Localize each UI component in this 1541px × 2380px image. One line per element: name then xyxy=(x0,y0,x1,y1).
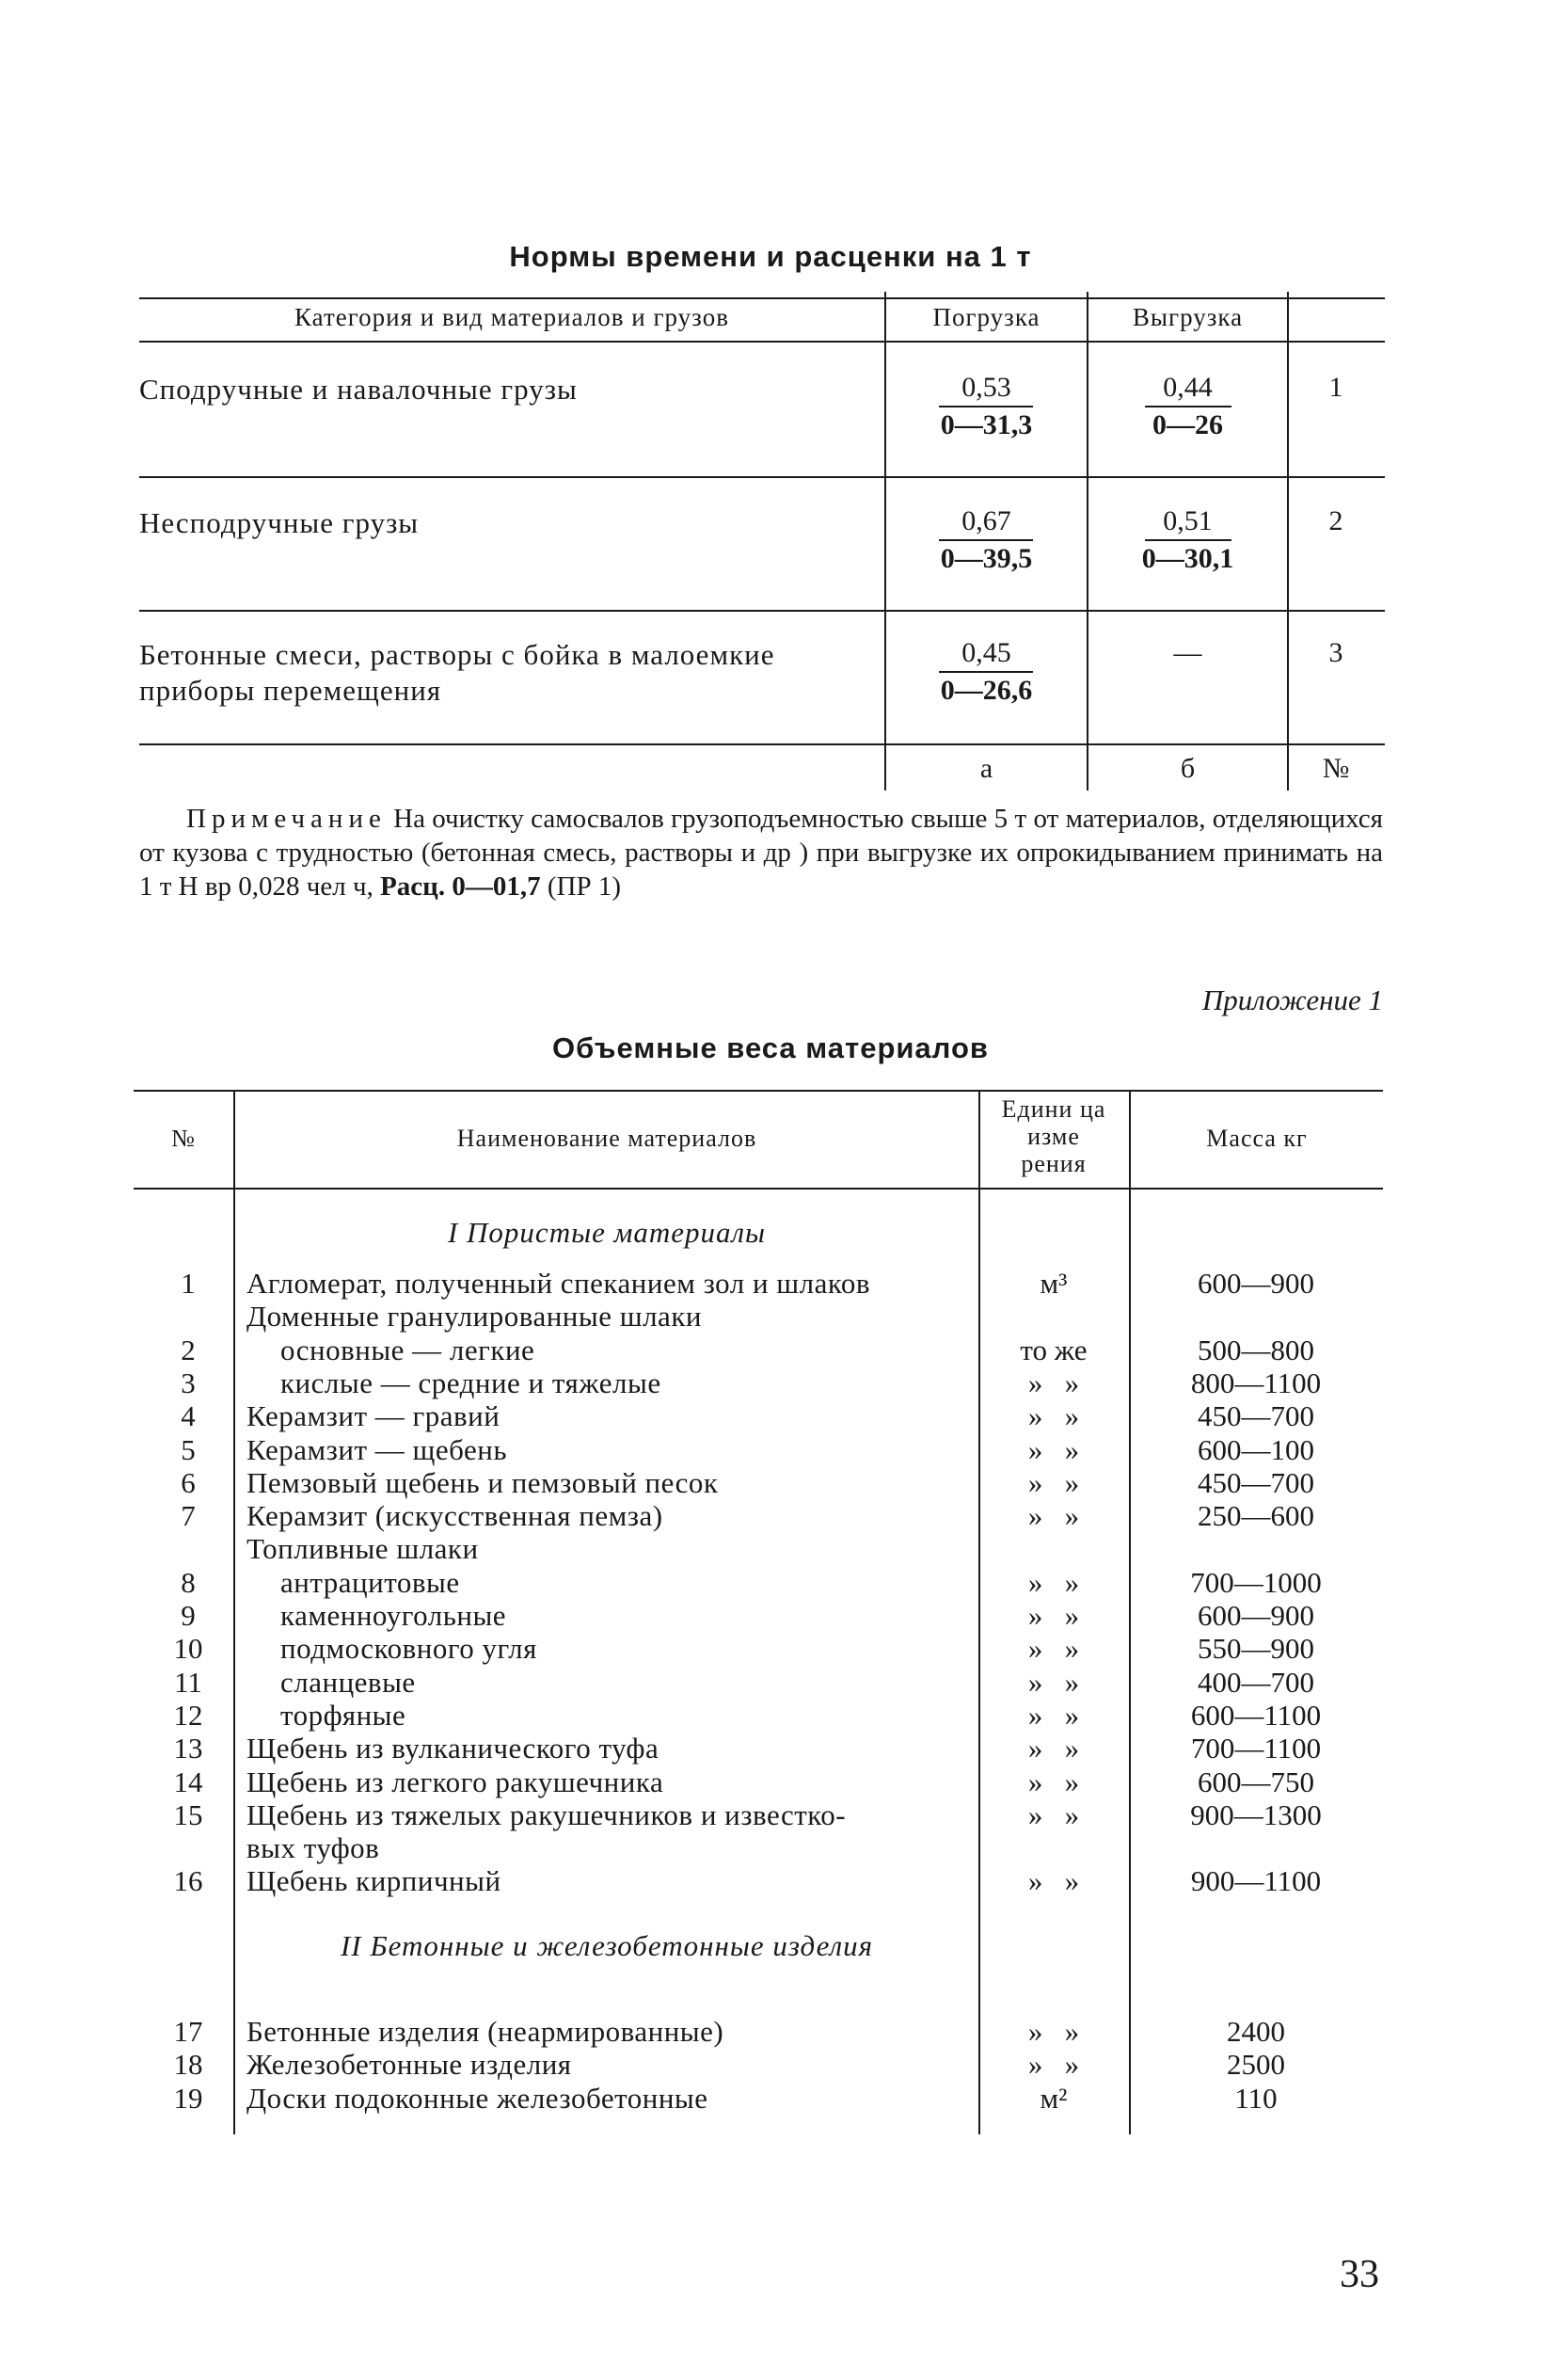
appendix-label: Приложение 1 xyxy=(1201,983,1383,1016)
material-name: Керамзит (искусственная пемза) xyxy=(246,1499,663,1533)
load-fraction: 0,53 0—31,3 xyxy=(940,372,1033,440)
unit: » » xyxy=(1027,1732,1080,1765)
mass: 600—1100 xyxy=(1190,1698,1322,1732)
row-number: 16 xyxy=(173,1864,203,1898)
header-unit: Едини ца изме рения xyxy=(1001,1095,1106,1177)
unit: то же xyxy=(1020,1333,1088,1366)
material-name: Железобетонные изделия xyxy=(246,2048,572,2082)
row-number: 1 xyxy=(181,1267,196,1300)
row-label: Несподручные грузы xyxy=(139,506,420,539)
row-number: 11 xyxy=(174,1665,202,1699)
header-no: № xyxy=(171,1125,196,1152)
row-number: 12 xyxy=(173,1698,203,1732)
material-name: Щебень кирпичный xyxy=(246,1864,501,1898)
unit: » » xyxy=(1027,1599,1080,1632)
header-name: Наименование материалов xyxy=(456,1125,757,1152)
unload-fraction: 0,44 0—26 xyxy=(1088,369,1287,444)
unit: » » xyxy=(1027,1499,1080,1533)
row-number: 15 xyxy=(173,1797,203,1831)
material-name: Щебень из тяжелых ракушечников и известко- xyxy=(246,1797,847,1831)
mass: 450—700 xyxy=(1198,1465,1314,1499)
row-number: 17 xyxy=(173,2015,203,2048)
material-name: Агломерат, полученный спеканием зол и шлаков xyxy=(246,1267,871,1300)
material-name: Пемзовый щебень и пемзовый песок xyxy=(246,1465,719,1499)
row-number: 8 xyxy=(181,1565,196,1599)
row-label: Бетонные смеси, растворы с бойка в малоемкие приборы перемещения xyxy=(139,638,775,707)
unit: м³ xyxy=(1040,1267,1068,1300)
unit: м² xyxy=(1040,2081,1068,2115)
mass: 600—900 xyxy=(1198,1267,1314,1300)
row-number: 19 xyxy=(173,2081,203,2115)
unit: » » xyxy=(1027,1632,1080,1666)
section-title: I Пористые материалы xyxy=(447,1216,767,1249)
unit: » » xyxy=(1027,1665,1080,1699)
material-name: сланцевые xyxy=(280,1665,416,1699)
row-number: 9 xyxy=(181,1599,196,1632)
material-name: Керамзит — гравий xyxy=(246,1399,500,1433)
unit: » » xyxy=(1027,1366,1080,1399)
material-name: Бетонные изделия (неармированные) xyxy=(246,2015,724,2048)
row-number: 10 xyxy=(173,1632,203,1666)
mass: 550—900 xyxy=(1198,1632,1314,1666)
mass: 400—700 xyxy=(1198,1665,1314,1699)
unit: » » xyxy=(1027,1797,1080,1831)
mass: 700—1000 xyxy=(1190,1565,1322,1599)
material-name: основные — легкие xyxy=(280,1333,535,1366)
footer-b: б xyxy=(1180,753,1196,784)
mass: 450—700 xyxy=(1198,1399,1314,1433)
note-word: Примечание xyxy=(186,804,387,834)
unit: » » xyxy=(1027,1432,1080,1466)
note-rate: Расц. 0—01,7 xyxy=(380,871,541,902)
table1-title: Нормы времени и расценки на 1 т xyxy=(509,240,1032,273)
mass: 250—600 xyxy=(1198,1499,1314,1533)
material-name: каменноугольные xyxy=(280,1599,507,1632)
mass: 600—100 xyxy=(1198,1432,1314,1466)
unload-fraction: 0,51 0—30,1 xyxy=(1141,505,1234,574)
header-mass: Масса кг xyxy=(1206,1125,1308,1152)
mass: 800—1100 xyxy=(1190,1366,1322,1399)
material-name: Топливные шлаки xyxy=(246,1532,479,1566)
row-number: 18 xyxy=(173,2048,203,2082)
load-fraction: 0,67 0—39,5 xyxy=(940,505,1033,574)
unit: » » xyxy=(1027,1698,1080,1732)
row-number: 3 xyxy=(1328,637,1343,668)
row-number: 2 xyxy=(181,1333,196,1366)
row-number: 14 xyxy=(173,1765,203,1798)
table2-title: Объемные веса материалов xyxy=(552,1031,989,1064)
mass: 900—1300 xyxy=(1190,1797,1322,1831)
row-number: 13 xyxy=(173,1732,203,1765)
material-name: Доменные гранулированные шлаки xyxy=(246,1300,702,1334)
footer-no: № xyxy=(1322,753,1350,784)
header-category: Категория и вид материалов и грузов xyxy=(294,303,729,331)
material-name: вых туфов xyxy=(246,1831,380,1865)
mass: 2400 xyxy=(1227,2015,1285,2048)
load-fraction: 0,45 0—26,6 xyxy=(940,637,1033,706)
mass: 900—1100 xyxy=(1190,1864,1322,1898)
unit: » » xyxy=(1027,1864,1080,1898)
row-number: 5 xyxy=(181,1432,196,1466)
row-number: 4 xyxy=(181,1399,196,1433)
row-label: Сподручные и навалочные грузы xyxy=(139,373,578,406)
footer-a: а xyxy=(979,753,993,784)
note-text: На очистку самосвалов грузоподъемностью свыше 5 т от материалов, отделяющихся от кузова с трудностью (бетонная смесь, растворы и др ) при выгрузке их опрокидыванием принимать на 1 т Н вр 0,028 чел ч, xyxy=(139,804,1383,902)
unit: » » xyxy=(1027,1465,1080,1499)
unit: » » xyxy=(1027,1399,1080,1433)
material-name: антрацитовые xyxy=(280,1565,460,1599)
material-name: Щебень из легкого ракушечника xyxy=(246,1765,664,1798)
mass: 2500 xyxy=(1227,2048,1285,2082)
page-number: 33 xyxy=(1340,2253,1379,2296)
row-number: 7 xyxy=(181,1499,196,1533)
header-unload: Выгрузка xyxy=(1132,303,1244,331)
note-paragraph xyxy=(139,802,1383,903)
unload-dash: — xyxy=(1173,637,1202,668)
mass: 600—900 xyxy=(1198,1599,1314,1632)
row-number: 3 xyxy=(181,1366,196,1399)
section-title: II Бетонные и железобетонные изделия xyxy=(340,1929,873,1962)
material-name: Доски подоконные железобетонные xyxy=(246,2081,708,2115)
mass: 600—750 xyxy=(1198,1765,1314,1798)
mass: 700—1100 xyxy=(1190,1732,1322,1765)
row-number: 6 xyxy=(181,1465,196,1499)
unit: » » xyxy=(1027,2048,1080,2082)
note-rate-tail: (ПР 1) xyxy=(540,871,622,902)
unit: » » xyxy=(1027,1565,1080,1599)
header-load: Погрузка xyxy=(932,303,1041,331)
unit: » » xyxy=(1027,1765,1080,1798)
row-number: 1 xyxy=(1328,372,1343,403)
mass: 500—800 xyxy=(1198,1333,1314,1366)
material-name: Щебень из вулканического туфа xyxy=(246,1732,659,1765)
material-name: кислые — средние и тяжелые xyxy=(280,1366,661,1399)
material-name: подмосковного угля xyxy=(280,1632,537,1666)
material-name: Керамзит — щебень xyxy=(246,1432,507,1466)
unit: » » xyxy=(1027,2015,1080,2048)
material-name: торфяные xyxy=(280,1698,406,1732)
mass: 110 xyxy=(1234,2081,1278,2115)
row-number: 2 xyxy=(1328,505,1343,536)
